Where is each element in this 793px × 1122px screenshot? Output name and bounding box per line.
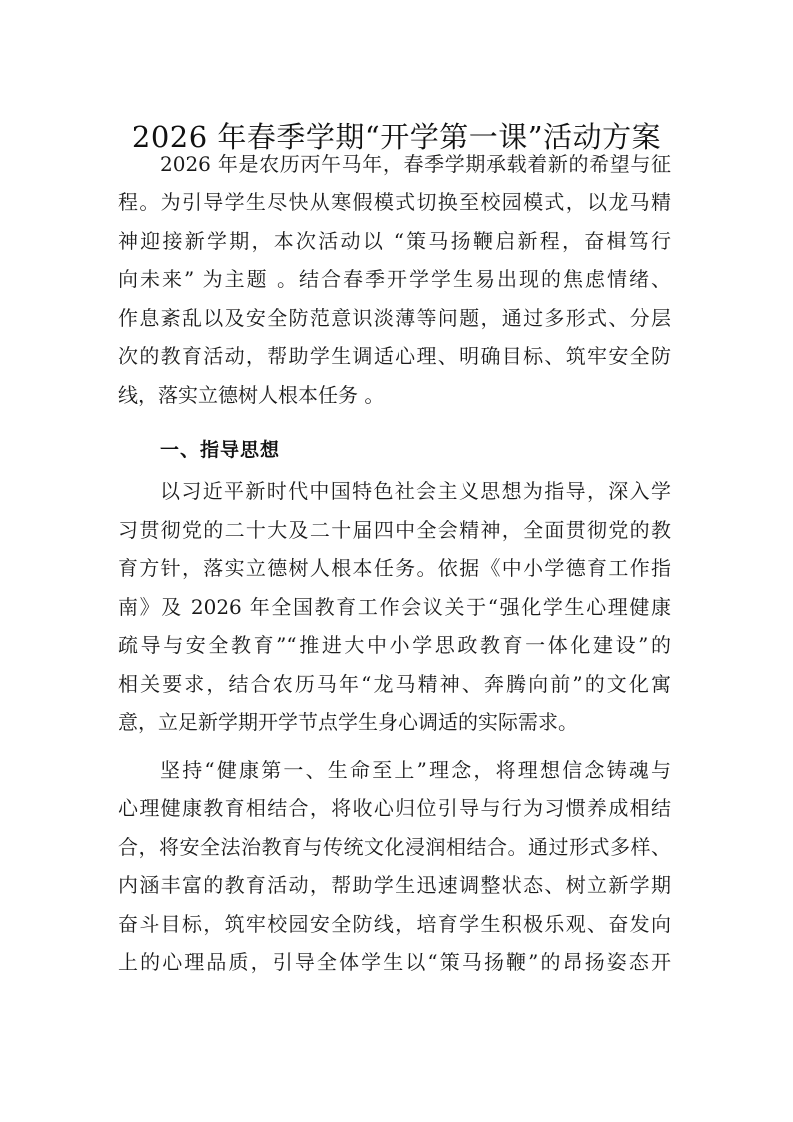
paragraph-line: 以习近平新时代中国特色社会主义思想为指导，深入学 xyxy=(160,479,671,503)
paragraph-line: 神迎接新学期，本次活动以 “策马扬鞭启新程，奋楫笃行 xyxy=(118,229,671,253)
paragraph-line: 习贯彻党的二十大及二十届四中全会精神，全面贯彻党的教 xyxy=(118,518,671,542)
document-title: 2026 年春季学期“开学第一课”活动方案 xyxy=(131,120,662,155)
paragraph-line: 内涵丰富的教育活动，帮助学生迅速调整状态、树立新学期 xyxy=(118,873,671,897)
paragraph-line: 次的教育活动，帮助学生调适心理、明确目标、筑牢安全防 xyxy=(118,344,671,368)
paragraph-line: 上的心理品质，引导全体学生以“策马扬鞭”的昂扬姿态开 xyxy=(118,950,671,974)
paragraph-line: 意，立足新学期开学节点学生身心调适的实际需求。 xyxy=(118,710,578,734)
paragraph-line: 疏导与安全教育”“推进大中小学思政教育一体化建设”的 xyxy=(118,633,671,657)
section-heading-guiding-ideology: 一、指导思想 xyxy=(160,439,281,461)
paragraph-line: 南》及 2026 年全国教育工作会议关于“强化学生心理健康 xyxy=(118,595,671,619)
paragraph-line: 奋斗目标，筑牢校园安全防线，培育学生积极乐观、奋发向 xyxy=(118,912,671,936)
paragraph-line: 合，将安全法治教育与传统文化浸润相结合。通过形式多样、 xyxy=(118,835,671,859)
paragraph-line: 相关要求，结合农历马年“龙马精神、奔腾向前”的文化寓 xyxy=(118,672,671,696)
paragraph-line: 坚持“健康第一、生命至上”理念，将理想信念铸魂与 xyxy=(160,758,671,782)
paragraph-line: 2026 年是农历丙午马年，春季学期承载着新的希望与征 xyxy=(160,152,671,176)
paragraph-line: 线，落实立德树人根本任务 。 xyxy=(118,383,385,407)
paragraph-line: 心理健康教育相结合，将收心归位引导与行为习惯养成相结 xyxy=(118,796,671,820)
paragraph-line: 程。为引导学生尽快从寒假模式切换至校园模式，以龙马精 xyxy=(118,190,671,214)
paragraph-line: 向未来” 为主题 。结合春季开学学生易出现的焦虑情绪、 xyxy=(118,267,671,291)
paragraph-line: 育方针，落实立德树人根本任务。依据《中小学德育工作指 xyxy=(118,556,671,580)
paragraph-line: 作息紊乱以及安全防范意识淡薄等问题，通过多形式、分层 xyxy=(118,306,671,330)
